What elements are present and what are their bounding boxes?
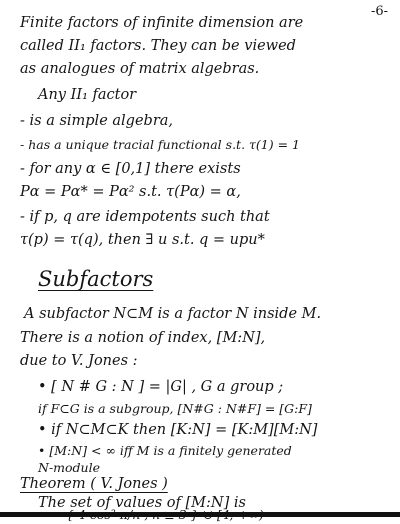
intro-line-3: as analogues of matrix algebras. xyxy=(20,61,260,77)
property-tracial-functional: - has a unique tracial functional s.t. τ(1) = 1 xyxy=(20,137,301,152)
theorem-line-1: The set of values of [M:N] is xyxy=(38,495,246,511)
bottom-edge-band xyxy=(0,512,400,517)
property-projection-existence: - for any α ∈ [0,1] there exists xyxy=(20,161,241,177)
intro-line-1: Finite factors of infinite dimension are xyxy=(20,15,304,31)
property-projection-formula: Pα = Pα* = Pα² s.t. τ(Pα) = α, xyxy=(20,184,241,200)
bullet-finiteness-cont: N-module xyxy=(38,460,100,475)
bullet-subgroup-index: if F⊂G is a subgroup, [N#G : N#F] = [G:F] xyxy=(38,401,312,416)
intro-line-2: called II₁ factors. They can be viewed xyxy=(20,38,296,54)
definition-line-1: A subfactor N⊂M is a factor N inside M. xyxy=(24,306,322,322)
page-number: -6- xyxy=(370,4,388,19)
bullet-multiplicativity: • if N⊂M⊂K then [K:N] = [K:M][M:N] xyxy=(38,422,318,438)
any-factor-heading: Any II₁ factor xyxy=(38,87,137,103)
bullet-finiteness: • [M:N] < ∞ iff M is a finitely generated xyxy=(38,443,292,458)
section-title-subfactors: Subfactors xyxy=(38,267,154,291)
definition-line-2: There is a notion of index, [M:N], xyxy=(20,330,266,346)
property-idempotents: - if p, q are idempotents such that xyxy=(20,209,270,225)
theorem-title: Theorem ( V. Jones ) xyxy=(20,476,168,492)
bullet-group-index: • [ N # G : N ] = |G| , G a group ; xyxy=(38,379,284,395)
property-unitary-conjugate: τ(p) = τ(q), then ∃ u s.t. q = upu* xyxy=(20,232,265,248)
definition-line-3: due to V. Jones : xyxy=(20,353,138,369)
property-simple-algebra: - is a simple algebra, xyxy=(20,113,174,129)
